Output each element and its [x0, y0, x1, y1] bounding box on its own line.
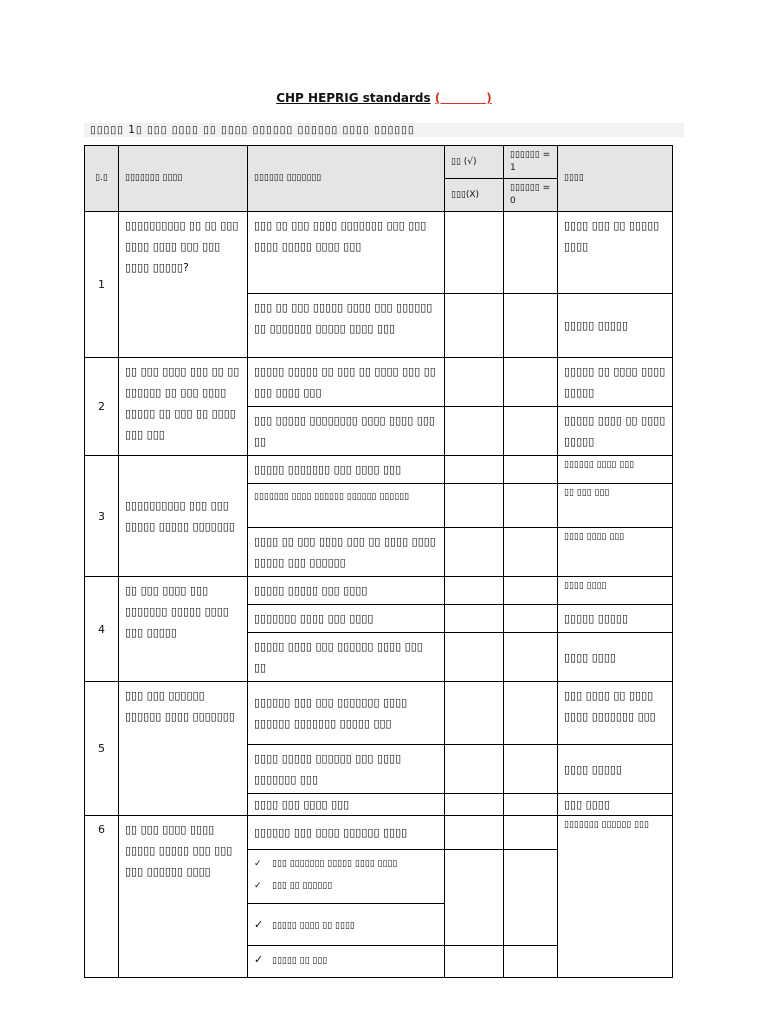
criteria-cell: ▯▯▯▯▯ ▯▯▯▯▯ ▯▯ ▯▯▯ ▯▯ ▯▯▯▯ ▯▯▯ ▯▯ ▯▯▯ ▯▯▯▯ ▯▯▯: [248, 358, 445, 407]
header-no: ▯▯▯(X): [445, 179, 504, 212]
criteria-cell: ▯▯▯▯▯ ▯▯▯▯▯▯▯ ▯▯▯ ▯▯▯▯ ▯▯▯: [248, 456, 445, 484]
yes-cell[interactable]: [445, 946, 504, 978]
remark-cell: ▯▯▯▯▯▯▯ ▯▯▯▯▯▯ ▯▯▯: [558, 816, 673, 978]
remark-cell: ▯▯ ▯▯▯ ▯▯▯: [558, 484, 673, 528]
row-number: 3: [85, 456, 119, 577]
component-cell: ▯▯ ▯▯▯ ▯▯▯▯ ▯▯▯ ▯▯▯▯▯▯▯ ▯▯▯▯▯ ▯▯▯▯ ▯▯▯ ▯▯▯▯▯: [119, 577, 248, 682]
criteria-cell: ▯▯▯▯▯ ▯▯▯▯ ▯▯▯ ▯▯▯▯▯▯ ▯▯▯▯ ▯▯▯ ▯▯: [248, 633, 445, 682]
score-cell[interactable]: [504, 212, 558, 294]
remark-cell: ▯▯▯▯▯ ▯▯ ▯▯▯▯ ▯▯▯▯ ▯▯▯▯▯: [558, 358, 673, 407]
row-number: 4: [85, 577, 119, 682]
criteria-cell: ▯▯▯▯▯▯ ▯▯▯ ▯▯▯▯ ▯▯▯▯▯▯ ▯▯▯▯: [248, 816, 445, 850]
header-remarks: ▯▯▯▯: [558, 146, 673, 212]
remark-cell: ▯▯▯▯ ▯▯▯▯▯: [558, 745, 673, 794]
header-component: ▯▯▯▯▯▯▯ ▯▯▯▯: [119, 146, 248, 212]
component-cell: ▯▯▯▯▯▯▯▯▯▯ ▯▯ ▯▯ ▯▯▯ ▯▯▯▯ ▯▯▯▯ ▯▯▯ ▯▯▯ ▯▯▯▯ ▯▯▯▯▯?: [119, 212, 248, 358]
yes-cell[interactable]: [445, 850, 504, 946]
component-cell: ▯▯▯ ▯▯▯ ▯▯▯▯▯▯ ▯▯▯▯▯▯ ▯▯▯▯ ▯▯▯▯▯▯▯: [119, 682, 248, 816]
criteria-cell: ▯▯▯▯▯▯ ▯▯▯ ▯▯▯ ▯▯▯▯▯▯▯ ▯▯▯▯ ▯▯▯▯▯▯ ▯▯▯▯▯▯▯ ▯▯▯▯▯ ▯▯▯: [248, 682, 445, 745]
check-mark-icon: ✓: [254, 859, 262, 869]
score-cell[interactable]: [504, 633, 558, 682]
score-cell[interactable]: [504, 528, 558, 577]
header-score-no: ▯▯▯▯▯▯ = 0: [504, 179, 558, 212]
check-mark-icon: ✓: [254, 953, 264, 966]
check-mark-icon: ✓: [254, 881, 262, 891]
yes-cell[interactable]: [445, 633, 504, 682]
checklist-cell: [248, 946, 445, 978]
score-cell[interactable]: [504, 816, 558, 850]
header-criteria: ▯▯▯▯▯▯ ▯▯▯▯▯▯▯: [248, 146, 445, 212]
standards-table: [84, 145, 673, 978]
component-cell: ▯▯▯▯▯▯▯▯▯▯ ▯▯▯ ▯▯▯ ▯▯▯▯▯ ▯▯▯▯▯ ▯▯▯▯▯▯▯: [119, 456, 248, 577]
remark-cell: ▯▯▯▯ ▯▯▯▯: [558, 633, 673, 682]
component-cell: ▯▯ ▯▯▯ ▯▯▯▯ ▯▯▯ ▯▯ ▯▯ ▯▯▯▯▯▯ ▯▯ ▯▯▯ ▯▯▯▯ ▯▯▯▯▯ ▯▯ ▯▯▯ ▯▯ ▯▯▯▯ ▯▯▯ ▯▯▯: [119, 358, 248, 456]
yes-cell[interactable]: [445, 816, 504, 850]
checklist-item: ✓ ▯▯▯ ▯▯ ▯▯▯▯▯▯: [254, 875, 438, 897]
remark-cell: ▯▯▯ ▯▯▯▯: [558, 794, 673, 816]
document-title: [0, 91, 768, 105]
remark-cell: ▯▯▯▯▯▯ ▯▯▯▯ ▯▯▯: [558, 456, 673, 484]
table-row: [85, 816, 673, 850]
score-cell[interactable]: [504, 605, 558, 633]
header-sn: ▯.▯: [85, 146, 119, 212]
header-row: [85, 146, 673, 179]
component-cell: ▯▯ ▯▯▯ ▯▯▯▯ ▯▯▯▯ ▯▯▯▯▯ ▯▯▯▯▯ ▯▯▯ ▯▯▯ ▯▯▯ ▯▯▯▯▯▯ ▯▯▯▯: [119, 816, 248, 978]
checklist-item: ✓ ▯▯▯ ▯▯▯▯▯▯▯ ▯▯▯▯▯ ▯▯▯▯ ▯▯▯▯: [254, 853, 438, 875]
table-row: [85, 682, 673, 745]
score-cell[interactable]: [504, 850, 558, 946]
criteria-cell: ▯▯▯ ▯▯▯▯▯ ▯▯▯▯▯▯▯▯ ▯▯▯▯ ▯▯▯▯ ▯▯▯ ▯▯: [248, 407, 445, 456]
criteria-cell: ▯▯▯ ▯▯ ▯▯▯ ▯▯▯▯ ▯▯▯▯▯▯▯ ▯▯▯ ▯▯▯ ▯▯▯▯ ▯▯▯▯▯ ▯▯▯▯ ▯▯▯: [248, 212, 445, 294]
table-row: [85, 212, 673, 294]
yes-cell[interactable]: [445, 605, 504, 633]
yes-cell[interactable]: [445, 484, 504, 528]
table-row: [85, 358, 673, 407]
row-number: 6: [85, 816, 119, 978]
yes-cell[interactable]: [445, 528, 504, 577]
score-cell[interactable]: [504, 946, 558, 978]
title-blank: ( ): [434, 91, 492, 105]
yes-cell[interactable]: [445, 358, 504, 407]
criteria-cell: ▯▯▯▯ ▯▯ ▯▯▯ ▯▯▯▯ ▯▯▯ ▯▯ ▯▯▯▯ ▯▯▯▯ ▯▯▯▯▯ ▯▯▯ ▯▯▯▯▯▯: [248, 528, 445, 577]
checklist-cell: [248, 904, 445, 946]
remark-cell: ▯▯▯▯ ▯▯▯▯ ▯▯▯: [558, 528, 673, 577]
row-number: 1: [85, 212, 119, 358]
row-number: 5: [85, 682, 119, 816]
header-yes: ▯▯ (√): [445, 146, 504, 179]
title-main: CHP HEPRIG standards: [276, 91, 431, 105]
yes-cell[interactable]: [445, 745, 504, 794]
checklist-item: ▯▯▯▯▯ ▯▯ ▯▯▯: [272, 956, 328, 966]
remark-cell: ▯▯▯▯ ▯▯▯ ▯▯ ▯▯▯▯▯ ▯▯▯▯: [558, 212, 673, 294]
remark-cell: ▯▯▯▯▯ ▯▯▯▯ ▯▯ ▯▯▯▯ ▯▯▯▯▯: [558, 407, 673, 456]
criteria-cell: ▯▯▯▯ ▯▯▯▯▯ ▯▯▯▯▯▯ ▯▯▯ ▯▯▯▯ ▯▯▯▯▯▯▯ ▯▯▯: [248, 745, 445, 794]
yes-cell[interactable]: [445, 794, 504, 816]
criteria-cell: ▯▯▯ ▯▯ ▯▯▯ ▯▯▯▯▯ ▯▯▯▯ ▯▯▯ ▯▯▯▯▯▯ ▯▯ ▯▯▯▯▯▯▯ ▯▯▯▯▯ ▯▯▯▯ ▯▯▯: [248, 294, 445, 358]
criteria-cell: ▯▯▯▯▯ ▯▯▯▯▯ ▯▯▯ ▯▯▯▯: [248, 577, 445, 605]
score-cell[interactable]: [504, 407, 558, 456]
score-cell[interactable]: [504, 745, 558, 794]
score-cell[interactable]: [504, 682, 558, 745]
table-row: [85, 456, 673, 484]
remark-cell: ▯▯▯▯ ▯▯▯▯: [558, 577, 673, 605]
section-heading: ▯▯▯▯▯ 1▯ ▯▯▯ ▯▯▯▯ ▯▯ ▯▯▯▯ ▯▯▯▯▯▯ ▯▯▯▯▯▯ ▯▯▯▯ ▯▯▯▯▯▯: [84, 123, 684, 137]
criteria-cell: ▯▯▯▯▯▯▯ ▯▯▯▯ ▯▯▯▯▯▯ ▯▯▯▯▯▯ ▯▯▯▯▯▯: [248, 484, 445, 528]
checklist-cell: [248, 850, 445, 904]
checklist-item: ▯▯▯▯▯ ▯▯▯▯ ▯▯ ▯▯▯▯: [272, 921, 355, 931]
yes-cell[interactable]: [445, 456, 504, 484]
remark-cell: ▯▯▯▯▯ ▯▯▯▯▯: [558, 605, 673, 633]
score-cell[interactable]: [504, 794, 558, 816]
yes-cell[interactable]: [445, 577, 504, 605]
criteria-cell: ▯▯▯▯ ▯▯▯ ▯▯▯▯ ▯▯▯: [248, 794, 445, 816]
yes-cell[interactable]: [445, 407, 504, 456]
criteria-cell: ▯▯▯▯▯▯▯ ▯▯▯▯ ▯▯▯ ▯▯▯▯: [248, 605, 445, 633]
header-score-yes: ▯▯▯▯▯▯ = 1: [504, 146, 558, 179]
score-cell[interactable]: [504, 456, 558, 484]
score-cell[interactable]: [504, 358, 558, 407]
remark-cell: ▯▯▯▯▯ ▯▯▯▯▯: [558, 294, 673, 358]
yes-cell[interactable]: [445, 294, 504, 358]
yes-cell[interactable]: [445, 212, 504, 294]
score-cell[interactable]: [504, 294, 558, 358]
remark-cell: ▯▯▯ ▯▯▯▯ ▯▯ ▯▯▯▯ ▯▯▯▯ ▯▯▯▯▯▯▯ ▯▯▯: [558, 682, 673, 745]
score-cell[interactable]: [504, 577, 558, 605]
score-cell[interactable]: [504, 484, 558, 528]
yes-cell[interactable]: [445, 682, 504, 745]
check-mark-icon: ✓: [254, 918, 264, 931]
table-row: [85, 577, 673, 605]
row-number: 2: [85, 358, 119, 456]
